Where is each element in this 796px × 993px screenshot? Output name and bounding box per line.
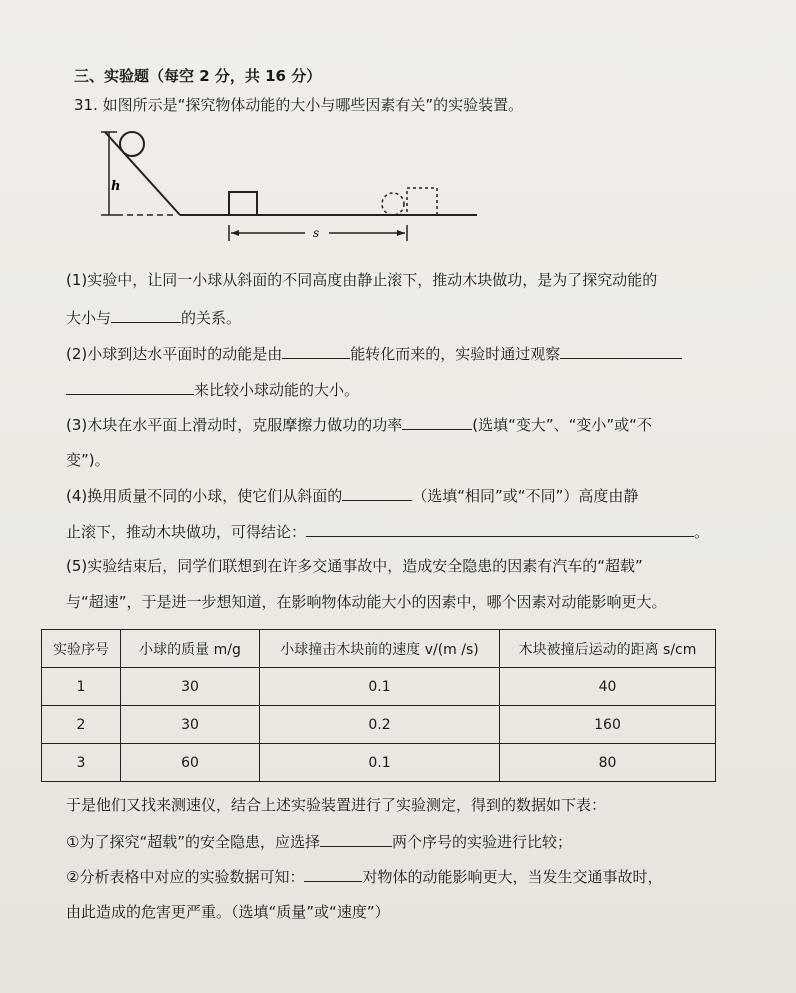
part5-line1: (5)实验结束后，同学们联想到在许多交通事故中，造成安全隐患的因素有汽车的“超载” — [66, 557, 643, 575]
answer-blank-5[interactable] — [402, 414, 472, 430]
answer-blank-4[interactable] — [66, 379, 194, 395]
part3-line2: 变”)。 — [66, 451, 110, 469]
table-cell: 60 — [121, 744, 260, 782]
table-cell: 30 — [121, 706, 260, 744]
answer-blank-8[interactable] — [320, 831, 392, 847]
answer-blank-1[interactable] — [111, 307, 181, 323]
table-header: 小球撞击木块前的速度 v/(m /s) — [260, 630, 500, 668]
after-table-text: 于是他们又找来测速仪，结合上述实验装置进行了实验测定，得到的数据如下表： — [66, 796, 607, 814]
answer-blank-9[interactable] — [304, 866, 362, 882]
part2-line1: (2)小球到达水平面时的动能是由 能转化而来的，实验时通过观察 — [66, 343, 682, 364]
table-cell: 3 — [42, 744, 121, 782]
answer-blank-7[interactable] — [306, 521, 694, 537]
subq1-line: ①为了探究“超载”的安全隐患，应选择 两个序号的实验进行比较； — [66, 833, 573, 851]
distance-label: s — [313, 226, 320, 240]
subq2-line1: ②分析表格中对应的实验数据可知： 对物体的动能影响更大，当发生交通事故时， — [66, 868, 663, 886]
table-cell: 30 — [121, 668, 260, 706]
table-cell: 0.1 — [260, 744, 500, 782]
table-cell: 80 — [500, 744, 716, 782]
table-row — [42, 744, 716, 782]
part1-line1: (1)实验中，让同一小球从斜面的不同高度由静止滚下，推动木块做功，是为了探究动能的 — [66, 271, 658, 289]
table-cell: 1 — [42, 668, 121, 706]
table-row — [42, 706, 716, 744]
wood-block — [229, 192, 257, 215]
table-cell: 160 — [500, 706, 716, 744]
section-title: 三、实验题（每空 2 分，共 16 分） — [74, 67, 322, 85]
table-header: 实验序号 — [42, 630, 121, 668]
part3-line1: (3)木块在水平面上滑动时，克服摩擦力做功的功率 (选填“变大”、“变小”或“不 — [66, 416, 652, 434]
answer-blank-2[interactable] — [282, 343, 350, 359]
height-label: h — [111, 179, 121, 194]
part4-line1: (4)换用质量不同的小球，使它们从斜面的 （选填“相同”或“不同”）高度由静 — [66, 487, 639, 505]
subq2-line2: 由此造成的危害更严重。（选填“质量”或“速度”） — [66, 903, 390, 921]
table-header: 木块被撞后运动的距离 s/cm — [500, 630, 716, 668]
part1-line2: 大小与 的关系。 — [66, 309, 242, 327]
table-header: 小球的质量 m/g — [121, 630, 260, 668]
table-cell: 40 — [500, 668, 716, 706]
data-table — [41, 629, 716, 782]
answer-blank-3[interactable] — [560, 343, 682, 359]
table-row — [42, 668, 716, 706]
table-cell: 0.2 — [260, 706, 500, 744]
experiment-diagram — [95, 125, 485, 245]
incline-line — [105, 132, 180, 215]
table-cell: 2 — [42, 706, 121, 744]
block-end-dashed — [407, 188, 437, 215]
table-cell: 0.1 — [260, 668, 500, 706]
ball-top — [120, 132, 144, 156]
answer-blank-6[interactable] — [342, 485, 412, 501]
part5-line2: 与“超速”，于是进一步想知道，在影响物体动能大小的因素中，哪个因素对动能影响更大。 — [66, 593, 667, 611]
question-stem: 31. 如图所示是“探究物体动能的大小与哪些因素有关”的实验装置。 — [74, 96, 524, 114]
ball-end-dashed — [382, 193, 404, 215]
part2-line2: 来比较小球动能的大小。 — [66, 379, 359, 400]
part4-line2: 止滚下，推动木块做功，可得结论： 。 — [66, 523, 710, 541]
table-header-row — [42, 630, 716, 668]
